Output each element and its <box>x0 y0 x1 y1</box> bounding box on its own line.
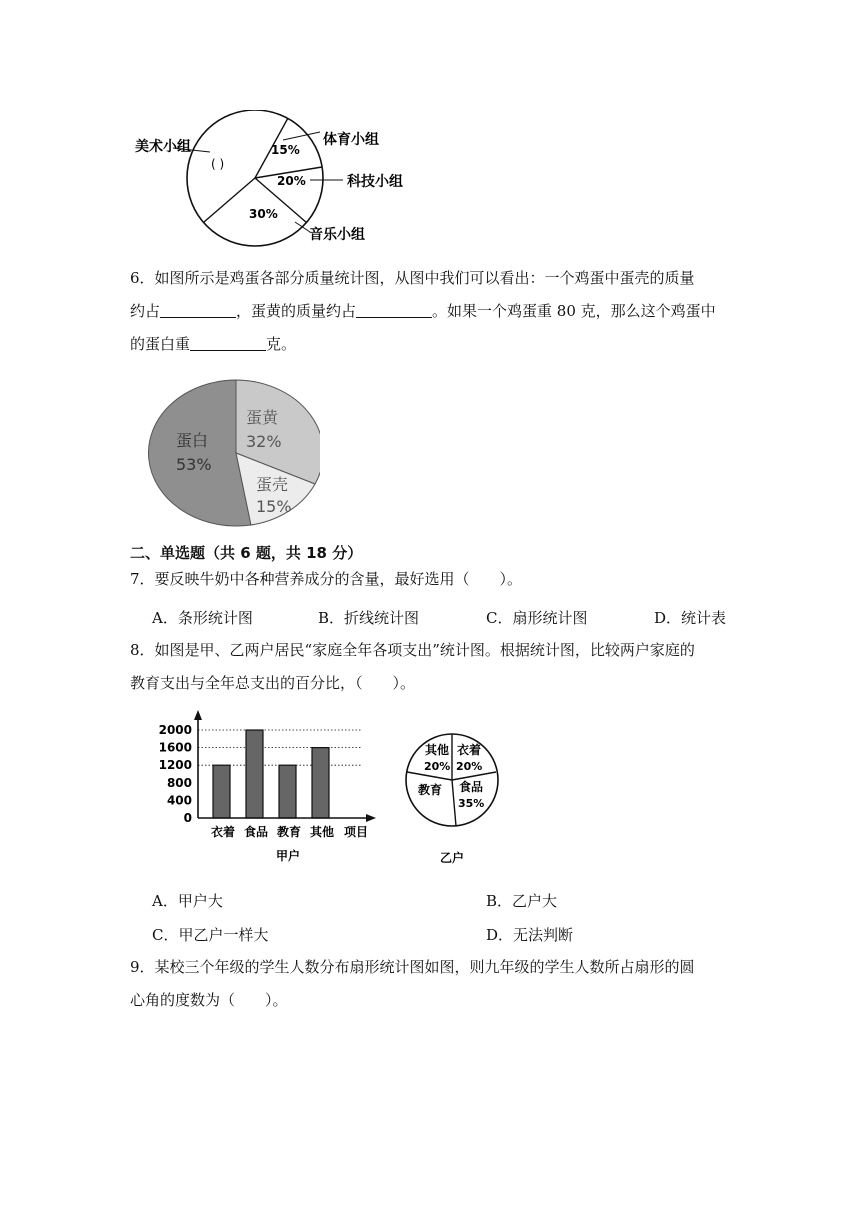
y-tick-label: 1200 <box>158 758 192 773</box>
pie-value-food: 35% <box>458 797 485 810</box>
egg-pct-white: 53% <box>176 455 212 474</box>
pie-label-clothing: 衣着 <box>457 743 482 757</box>
answer-blank-yolk[interactable] <box>356 299 432 318</box>
pie-divider <box>407 772 452 780</box>
group-value-sports: 15% <box>271 143 300 157</box>
y-axis-arrow <box>194 710 202 720</box>
bar <box>279 765 296 818</box>
household-b-pie-figure <box>404 732 504 868</box>
q7-option-d[interactable]: D．统计表 <box>654 609 727 627</box>
q6-line2: 约占 ，蛋黄的质量约占 。如果一个鸡蛋重 80 克，那么这个鸡蛋中 <box>130 295 750 328</box>
egg-pct-shell: 15% <box>256 497 292 516</box>
household-a-bar-chart <box>152 710 387 870</box>
pie-value-clothing: 20% <box>456 760 483 773</box>
pie-value-other: 20% <box>424 760 451 773</box>
question-9-line1: 9．某校三个年级的学生人数分布扇形统计图如图，则九年级的学生人数所占扇形的圆 <box>130 958 695 976</box>
x-tick-label: 衣着 <box>211 825 236 839</box>
egg-pct-yolk: 32% <box>246 432 282 451</box>
pie-label-other: 其他 <box>425 743 450 757</box>
chart-title-household-b: 乙户 <box>440 851 465 865</box>
group-pie-divider <box>204 178 255 222</box>
x-axis-arrow <box>366 814 376 822</box>
group-pie-figure <box>125 110 425 250</box>
answer-blank-shell[interactable] <box>160 299 236 318</box>
egg-label-yolk: 蛋黄 <box>246 408 279 427</box>
egg-pie-figure <box>148 372 320 534</box>
x-tick-label: 其他 <box>310 825 335 839</box>
q8-option-b[interactable]: B．乙户大 <box>486 892 558 910</box>
y-tick-label: 400 <box>166 793 192 808</box>
question-6 <box>130 262 750 361</box>
y-tick-label: 1600 <box>158 740 192 755</box>
question-8-line2: 教育支出与全年总支出的百分比，（ ）。 <box>130 674 416 692</box>
bar <box>246 730 263 818</box>
pie-label-education: 教育 <box>418 783 443 797</box>
group-label-art: 美术小组 <box>135 139 191 155</box>
y-tick-label: 800 <box>166 775 192 790</box>
pie-divider <box>452 772 496 780</box>
pie-divider <box>452 780 456 826</box>
egg-label-white: 蛋白 <box>176 431 209 450</box>
q8-option-c[interactable]: C．甲乙户一样大 <box>152 926 269 944</box>
question-7-stem: 7．要反映牛奶中各种营养成分的含量，最好选用（ ）。 <box>130 570 523 588</box>
group-label-sports: 体育小组 <box>323 132 379 148</box>
q8-option-d[interactable]: D．无法判断 <box>486 926 574 944</box>
q7-option-c[interactable]: C．扇形统计图 <box>486 609 588 627</box>
q7-option-b[interactable]: B．折线统计图 <box>318 609 420 627</box>
q8-option-a[interactable]: A．甲户大 <box>152 892 223 910</box>
group-value-tech: 20% <box>277 174 306 188</box>
leader-line <box>283 132 320 140</box>
q7-option-a[interactable]: A．条形统计图 <box>152 609 253 627</box>
group-value-music: 30% <box>249 207 278 221</box>
group-label-music: 音乐小组 <box>309 227 365 243</box>
x-axis-label: 项目 <box>344 825 369 839</box>
x-tick-label: 食品 <box>244 825 269 839</box>
q6-line3: 的蛋白重 克。 <box>130 328 750 361</box>
question-8-line1: 8．如图是甲、乙两户居民“家庭全年各项支出”统计图。根据统计图，比较两户家庭的 <box>130 641 695 659</box>
section-title: 二、单选题（共 6 题，共 18 分） <box>130 544 363 562</box>
x-tick-label: 教育 <box>277 825 302 839</box>
y-tick-label: 2000 <box>158 723 192 737</box>
egg-label-shell: 蛋壳 <box>256 475 289 494</box>
pie-label-food: 食品 <box>459 780 484 794</box>
group-value-art: ( ) <box>211 157 225 171</box>
group-label-tech: 科技小组 <box>347 174 403 190</box>
bar <box>312 748 329 818</box>
y-tick-label: 0 <box>183 811 192 825</box>
chart-title-household-a: 甲户 <box>276 849 301 863</box>
bar <box>213 765 230 818</box>
question-9-line2: 心角的度数为（ ）。 <box>130 991 288 1009</box>
q6-line1: 6．如图所示是鸡蛋各部分质量统计图，从图中我们可以看出：一个鸡蛋中蛋壳的质量 <box>130 269 695 287</box>
answer-blank-white[interactable] <box>190 332 266 351</box>
